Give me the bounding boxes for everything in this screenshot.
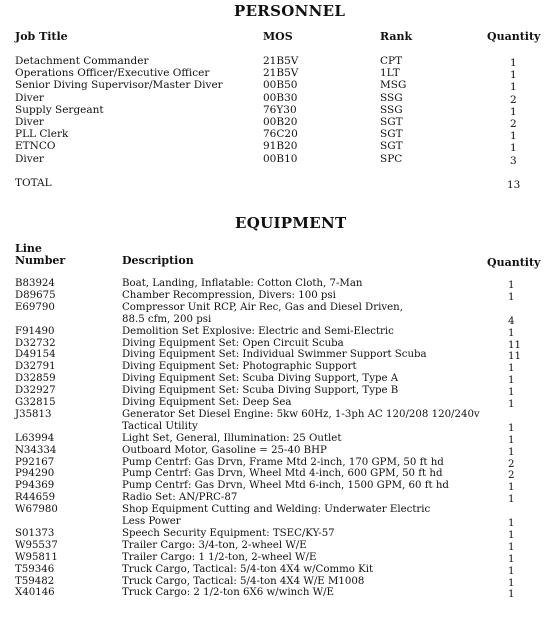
equipment-line-number: T59346 <box>15 563 55 575</box>
equipment-description: Trailer Cargo: 1 1/2-ton, 2-wheel W/E <box>122 551 317 563</box>
equipment-description: Diving Equipment Set: Scuba Diving Support, Type A <box>122 373 399 385</box>
personnel-job-title: Diver <box>15 152 44 165</box>
equipment-quantity: 1 <box>508 399 515 410</box>
equipment-description: 88.5 cfm, 200 psi <box>122 313 212 325</box>
personnel-quantity: 1 <box>510 142 517 155</box>
equipment-quantity: 1 <box>508 482 515 494</box>
equipment-description: Less Power <box>122 516 181 527</box>
equipment-line-number: R44659 <box>15 492 56 504</box>
personnel-job-title: Diver <box>15 116 44 128</box>
equipment-line-number: P94290 <box>15 468 55 480</box>
equipment-line-number: W95811 <box>15 551 58 563</box>
equipment-quantity: 1 <box>508 363 515 375</box>
personnel-quantity: 2 <box>510 93 517 106</box>
personnel-quantity: 1 <box>510 81 517 94</box>
personnel-rank: SGT <box>380 116 403 128</box>
equipment-line-number: D89675 <box>15 289 56 301</box>
equipment-line-number: P92167 <box>15 456 55 468</box>
equipment-description: Light Set, General, Illumination: 25 Outlet <box>122 432 342 444</box>
header-eq-quantity: Quantity <box>487 256 541 269</box>
equipment-line-number: G32815 <box>15 397 56 408</box>
header-quantity: Quantity <box>487 30 541 43</box>
equipment-description: Speech Security Equipment: TSEC/KY-57 <box>122 527 335 539</box>
equipment-quantity: 1 <box>508 518 515 529</box>
personnel-mos: 21B5V <box>263 67 299 80</box>
personnel-mos: 00B30 <box>263 91 298 104</box>
equipment-line-number: D49154 <box>15 349 56 361</box>
equipment-description: Diving Equipment Set: Individual Swimmer Support Scuba <box>122 349 427 361</box>
equipment-quantity: 11 <box>508 339 521 351</box>
equipment-description: Demolition Set Explosive: Electric and Semi-Electric <box>122 325 394 337</box>
personnel-job-title: PLL Clerk <box>15 128 69 141</box>
equipment-description: Compressor Unit RCP, Air Rec, Gas and Diesel Driven, <box>122 301 403 313</box>
personnel-rank: MSG <box>380 79 407 92</box>
equipment-quantity: 4 <box>508 315 515 327</box>
personnel-quantity: 1 <box>510 130 517 143</box>
equipment-quantity: 1 <box>508 327 515 339</box>
equipment-line-number: N34334 <box>15 444 57 456</box>
equipment-line-number: P94369 <box>15 480 55 492</box>
equipment-line-number: E69790 <box>15 301 55 313</box>
header-description: Description <box>122 254 194 267</box>
personnel-quantity: 1 <box>510 105 517 118</box>
equipment-quantity: 1 <box>508 387 515 399</box>
personnel-job-title: Diver <box>15 91 44 104</box>
header-mos: MOS <box>263 30 293 43</box>
personnel-mos: 76Y30 <box>263 103 297 116</box>
total-value: 13 <box>507 179 521 191</box>
personnel-job-title: Operations Officer/Executive Officer <box>15 67 210 80</box>
equipment-quantity: 1 <box>508 422 515 434</box>
personnel-quantity: 1 <box>510 69 517 82</box>
equipment-description: Truck Cargo, Tactical: 5/4-ton 4X4 w/Commo Kit <box>122 563 374 575</box>
equipment-quantity: 1 <box>508 553 515 565</box>
personnel-mos: 76C20 <box>263 128 298 141</box>
equipment-description: Trailer Cargo: 3/4-ton, 2-wheel W/E <box>122 539 307 551</box>
equipment-title: EQUIPMENT <box>235 214 347 232</box>
personnel-rank: SGT <box>380 128 403 141</box>
header-rank: Rank <box>380 30 413 43</box>
equipment-quantity: 1 <box>508 529 515 541</box>
equipment-quantity: 1 <box>508 541 515 553</box>
equipment-description: Outboard Motor, Gasoline = 25-40 BHP <box>122 444 327 456</box>
equipment-line-number: W67980 <box>15 504 58 516</box>
equipment-line-number: D32927 <box>15 385 56 397</box>
equipment-description: Tactical Utility <box>122 420 198 432</box>
equipment-quantity: 1 <box>508 280 515 291</box>
equipment-description: Diving Equipment Set: Scuba Diving Support, Type B <box>122 385 399 397</box>
equipment-line-number: W95537 <box>15 539 58 551</box>
personnel-mos: 91B20 <box>263 140 298 153</box>
equipment-line-number: L63994 <box>15 432 55 444</box>
equipment-quantity: 1 <box>508 565 515 577</box>
equipment-description: Boat, Landing, Inflatable: Cotton Cloth, 7-Man <box>122 278 363 289</box>
personnel-job-title: Supply Sergeant <box>15 103 104 116</box>
equipment-quantity: 2 <box>508 470 515 482</box>
equipment-quantity: 11 <box>508 351 521 363</box>
equipment-quantity: 1 <box>508 434 515 446</box>
equipment-description: Radio Set: AN/PRC-87 <box>122 492 238 504</box>
equipment-line-number: D32791 <box>15 361 56 373</box>
header-line: Line <box>15 242 42 255</box>
personnel-rank: SPC <box>380 152 403 165</box>
equipment-description: Diving Equipment Set: Deep Sea <box>122 397 292 408</box>
personnel-quantity: 1 <box>510 57 517 69</box>
personnel-rank: SSG <box>380 103 403 116</box>
personnel-mos: 21B5V <box>263 55 299 67</box>
equipment-quantity: 2 <box>508 458 515 470</box>
personnel-rank: SSG <box>380 91 403 104</box>
equipment-quantity: 1 <box>508 589 515 601</box>
personnel-mos: 00B10 <box>263 152 298 165</box>
header-job-title: Job Title <box>15 30 68 43</box>
equipment-line-number: F91490 <box>15 325 55 337</box>
equipment-line-number: T59482 <box>15 575 55 587</box>
equipment-quantity: 1 <box>508 494 515 506</box>
personnel-mos: 00B50 <box>263 79 298 92</box>
equipment-description: Truck Cargo, Tactical: 5/4-ton 4X4 W/E M1008 <box>122 575 365 587</box>
equipment-quantity: 1 <box>508 577 515 589</box>
personnel-rank: SGT <box>380 140 403 153</box>
equipment-description: Pump Centrf: Gas Drvn, Wheel Mtd 6-inch, 1500 GPM, 60 ft hd <box>122 480 449 492</box>
equipment-description: Generator Set Diesel Engine: 5kw 60Hz, 1-3ph AC 120/208 120/240v <box>122 408 480 420</box>
personnel-quantity: 2 <box>510 118 517 130</box>
personnel-job-title: Senior Diving Supervisor/Master Diver <box>15 79 223 92</box>
equipment-quantity: 1 <box>508 291 515 303</box>
personnel-mos: 00B20 <box>263 116 298 128</box>
personnel-job-title: ETNCO <box>15 140 56 153</box>
equipment-description: Chamber Recompression, Divers: 100 psi <box>122 289 336 301</box>
equipment-description: Pump Centrf: Gas Drvn, Wheel Mtd 4-inch, 600 GPM, 50 ft hd <box>122 468 443 480</box>
personnel-quantity: 3 <box>510 154 517 167</box>
equipment-line-number: X40146 <box>15 587 55 599</box>
equipment-description: Truck Cargo: 2 1/2-ton 6X6 w/winch W/E <box>122 587 334 599</box>
equipment-quantity: 1 <box>508 375 515 387</box>
header-number: Number <box>15 254 66 267</box>
personnel-rank: CPT <box>380 55 403 67</box>
equipment-description: Diving Equipment Set: Open Circuit Scuba <box>122 337 344 349</box>
equipment-line-number: J35813 <box>15 408 52 420</box>
equipment-line-number: D32732 <box>15 337 56 349</box>
personnel-title: PERSONNEL <box>234 2 346 20</box>
equipment-description: Diving Equipment Set: Photographic Support <box>122 361 357 373</box>
personnel-rank: 1LT <box>380 67 400 80</box>
equipment-line-number: B83924 <box>15 278 55 289</box>
equipment-line-number: D32859 <box>15 373 56 385</box>
total-label: TOTAL <box>15 177 52 189</box>
equipment-description: Pump Centrf: Gas Drvn, Frame Mtd 2-inch, 170 GPM, 50 ft hd <box>122 456 444 468</box>
personnel-job-title: Detachment Commander <box>15 55 149 67</box>
equipment-line-number: S01373 <box>15 527 55 539</box>
equipment-description: Shop Equipment Cutting and Welding: Underwater Electric <box>122 504 431 516</box>
equipment-quantity: 1 <box>508 446 515 458</box>
